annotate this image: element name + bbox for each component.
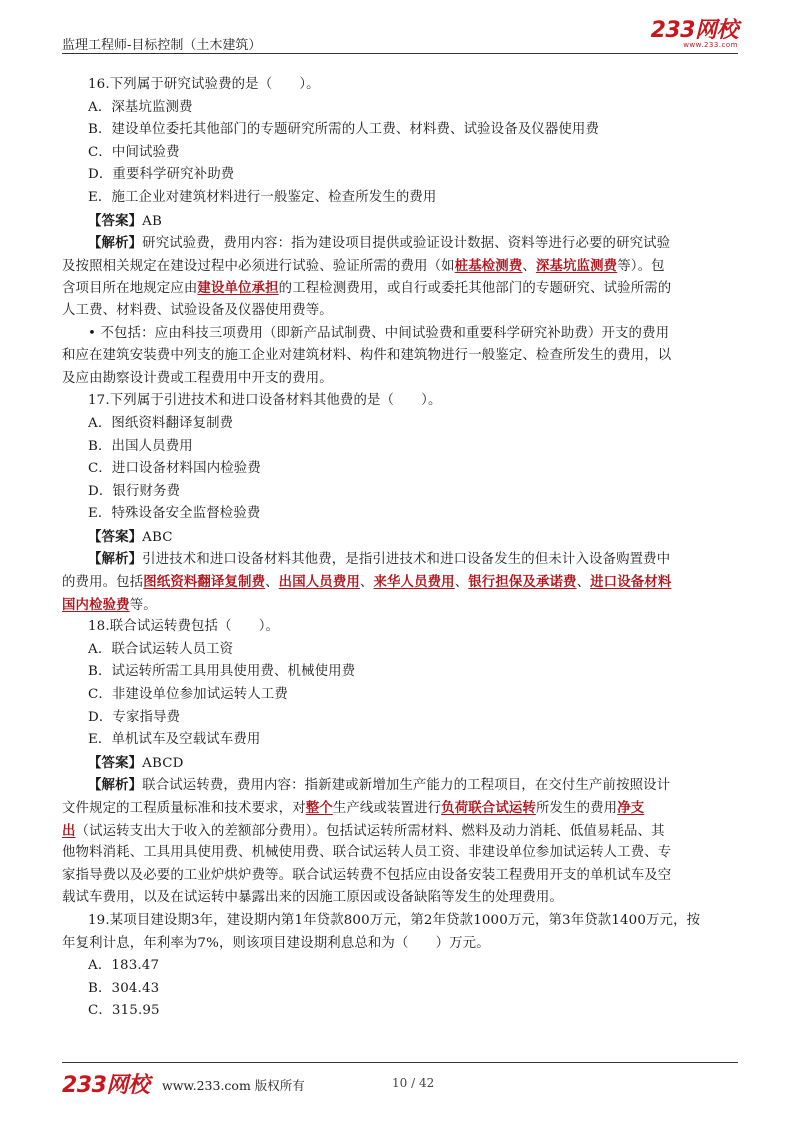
q16-option-d: D．重要科学研究补助费	[88, 167, 235, 183]
q17-option-d: D．银行财务费	[88, 483, 181, 499]
brand-logo	[651, 20, 738, 49]
q16-option-e: E．施工企业对建筑材料进行一般鉴定、检查所发生的费用	[88, 189, 437, 205]
question-16-stem: 16.下列属于研究试验费的是（ ）。	[88, 77, 320, 92]
explanation-text: 研究试验费，费用内容：指为建设项目提供或验证设计数据、资料等进行必要的研究试验	[142, 236, 671, 252]
highlight-term: 出国人员费用	[278, 574, 360, 591]
question-19-stem-cont: 年复利计息，年利率为7%，则该项目建设期利息总和为（ ）万元。	[62, 935, 490, 951]
highlight-term: 来华人员费用	[373, 574, 455, 591]
highlight-term: 进口设备材料	[590, 574, 672, 591]
page-number: 10 / 42	[392, 1076, 435, 1090]
q19-option-a: A．183.47	[88, 958, 160, 974]
q17-explanation-line	[62, 571, 738, 594]
answer-value: ABCD	[142, 755, 184, 771]
explanation-text: 、	[359, 575, 374, 591]
explanation-text: 及按照相关规定在建设过程中必须进行试验、验证所需的费用（如	[62, 258, 455, 274]
brand-logo-url: www.233.com	[683, 41, 738, 49]
explanation-text: 、	[522, 258, 536, 274]
q19-option-b: B．304.43	[88, 980, 160, 996]
question-19-stem: 19.某项目建设期3年，建设期内第1年贷款800万元，第2年贷款1000万元，第3年贷款1400万元，按	[88, 912, 701, 928]
header-title: 监理工程师-目标控制（土木建筑）	[62, 38, 262, 53]
footer-divider	[62, 1062, 738, 1063]
explanation-tag: 【解析】	[88, 777, 143, 794]
explanation-text: 等）。包	[617, 258, 665, 274]
q18-option-e: E．单机试车及空载试车费用	[88, 732, 261, 748]
highlight-term: 图纸资料翻译复制费	[143, 574, 266, 591]
explanation-text: 、	[454, 575, 469, 591]
q18-explanation-line	[62, 797, 738, 820]
q18-answer	[62, 752, 738, 775]
highlight-term: 深基坑监测费	[535, 257, 618, 274]
q16-explanation-line	[62, 277, 738, 300]
q17-option-c: C．进口设备材料国内检验费	[88, 461, 261, 477]
highlight-term: 出	[62, 822, 76, 839]
explanation-text: （试运转支出大于收入的差额部分费用）。包括试运转所需材料、燃料及动力消耗、低值易耗品、其	[75, 823, 665, 839]
highlight-term: 桩基检测费	[454, 257, 523, 274]
q18-option-b: B．试运转所需工具用具使用费、机械使用费	[88, 664, 356, 680]
explanation-text: 文件规定的工程质量标准和技术要求，对	[62, 801, 306, 816]
q18-explanation-line: 载试车费用，以及在试运转中暴露出来的因施工原因或设备缺陷等发生的处理费用。	[62, 890, 564, 906]
q18-option-a: A．联合试运转人员工资	[88, 641, 234, 657]
answer-tag: 【答案】	[88, 754, 143, 771]
explanation-text: 引进技术和进口设备材料其他费，是指引进技术和进口设备发生的但未计入设备购置费中	[142, 552, 671, 568]
q16-answer	[62, 210, 738, 233]
highlight-term: 整个	[305, 800, 333, 816]
question-17-stem: 17.下列属于引进技术和进口设备材料其他费的是（ ）。	[88, 393, 442, 409]
document-body	[62, 74, 738, 1023]
q16-option-c: C．中间试验费	[88, 144, 180, 160]
explanation-text: 、	[576, 575, 591, 591]
q17-explanation-line	[62, 594, 738, 617]
q18-option-d: D．专家指导费	[88, 709, 181, 725]
explanation-text: 含项目所在地规定应由	[62, 281, 198, 297]
page-footer	[62, 1068, 738, 1098]
q18-explanation-line: 家指导费以及必要的工业炉烘炉费等。联合试运转费不包括应由设备安装工程费用开支的单机试车及空	[62, 867, 672, 883]
q18-explanation-line	[62, 774, 738, 797]
q16-explanation-line: 及应由勘察设计费或工程费用中开支的费用。	[62, 370, 333, 386]
highlight-term: 建设单位承担	[197, 280, 279, 297]
answer-value: ABC	[142, 529, 173, 545]
explanation-text: 的工程检测费用，或自行或委托其他部门的专题研究、试验所需的	[278, 281, 672, 297]
explanation-text: 所发生的费用	[535, 801, 618, 816]
question-18-stem: 18.联合试运转费包括（ ）。	[88, 619, 280, 635]
q18-explanation-line: 他物料消耗、工具用具使用费、机械使用费、联合试运转人员工资、非建设单位参加试运转人工费、专	[62, 845, 672, 861]
highlight-term: 银行担保及承诺费	[468, 574, 577, 591]
q17-option-e: E．特殊设备安全监督检验费	[88, 506, 261, 522]
answer-value: AB	[142, 213, 162, 229]
highlight-term: 净支	[617, 800, 645, 816]
q16-explanation-line: 人工费、材料费、试验设备及仪器使用费等。	[62, 302, 333, 318]
footer-logo: 233网校	[62, 1073, 150, 1098]
explanation-tag: 【解析】	[88, 551, 143, 568]
footer-copyright: www.233.com 版权所有	[162, 1078, 305, 1093]
q16-option-a: A．深基坑监测费	[88, 99, 193, 115]
q18-option-c: C．非建设单位参加试运转人工费	[88, 687, 288, 703]
q16-explanation-line	[62, 255, 738, 278]
highlight-term: 负荷联合试运转	[441, 800, 536, 816]
header-divider	[62, 53, 738, 54]
q17-option-b: B．出国人员费用	[88, 438, 193, 454]
explanation-text: 联合试运转费，费用内容：指新建或新增加生产能力的工程项目，在交付生产前按照设计	[142, 778, 671, 794]
q16-option-b: B．建设单位委托其他部门的专题研究所需的人工费、材料费、试验设备及仪器使用费	[88, 122, 599, 138]
q19-option-c: C．315.95	[88, 1003, 160, 1019]
explanation-tag: 【解析】	[88, 235, 143, 252]
explanation-text: 的费用。包括	[62, 575, 144, 591]
page-header	[62, 14, 738, 54]
q16-explanation-line: • 不包括：应由科技三项费用（即新产品试制费、中间试验费和重要科学研究补助费）开支的费用	[88, 325, 670, 341]
q16-explanation-line	[62, 232, 738, 255]
explanation-text: 等。	[129, 597, 157, 613]
q17-explanation-line	[62, 548, 738, 571]
explanation-text: 生产线或装置进行	[332, 801, 442, 816]
brand-logo-text: 233网校	[650, 18, 738, 43]
answer-tag: 【答案】	[88, 212, 143, 229]
q16-explanation-line: 和应在建筑安装费中列支的施工企业对建筑材料、构件和建筑物进行一般鉴定、检查所发生的费用，以	[62, 348, 672, 364]
q17-answer	[62, 526, 738, 549]
highlight-term: 国内检验费	[62, 596, 130, 613]
q18-explanation-line	[62, 820, 738, 843]
explanation-text: 、	[265, 575, 279, 591]
q17-option-a: A．图纸资料翻译复制费	[88, 415, 234, 431]
answer-tag: 【答案】	[88, 528, 143, 545]
